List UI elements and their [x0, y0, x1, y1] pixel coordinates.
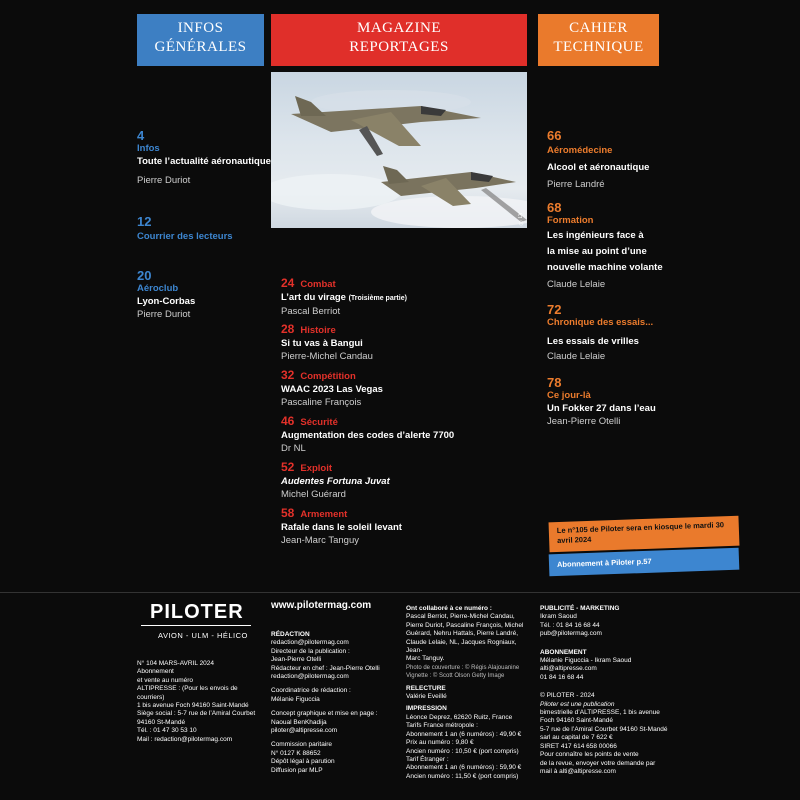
- masthead-line: Coordinatrice de rédaction :: [271, 687, 351, 695]
- section-header-cahier: [538, 14, 659, 66]
- masthead-heading: IMPRESSION: [406, 705, 447, 713]
- masthead-line: 1 bis avenue Foch 94160 Saint-Mandé: [137, 702, 249, 710]
- piloter-logo: PILOTER: [150, 601, 244, 623]
- rubric: Infos: [137, 143, 160, 154]
- logo-subtitle: AVION - ULM - HÉLICO: [158, 631, 248, 640]
- masthead-line: Ancien numéro : 11,50 € (port compris): [406, 772, 519, 780]
- page-number: 78: [547, 375, 562, 390]
- masthead-line: Mail : redaction@pilotermag.com: [137, 735, 233, 743]
- article-title-note: (Troisième partie): [348, 295, 407, 302]
- rubric: Exploit: [300, 463, 333, 474]
- article-author: Pascaline François: [281, 397, 362, 408]
- toc-entry-66[interactable]: [547, 128, 649, 191]
- website-link[interactable]: www.pilotermag.com: [271, 600, 372, 611]
- toc-entry-12[interactable]: [137, 214, 233, 243]
- masthead-line: piloter@altipresse.com: [271, 727, 338, 735]
- masthead-line: Ikram Saoud: [540, 613, 577, 621]
- masthead-line: Rédacteur en chef : Jean-Pierre Otelli: [271, 664, 380, 672]
- article-author: Pascal Berriot: [281, 306, 341, 317]
- page-number: 20: [137, 268, 152, 283]
- section-header-infos: [137, 14, 264, 66]
- masthead-line: sarl au capital de 7 622 €: [540, 734, 613, 742]
- masthead-line: pub@pilotermag.com: [540, 630, 602, 638]
- article-author: Pierre Duriot: [137, 175, 191, 186]
- rubric: Armement: [300, 509, 348, 520]
- cover-illustration: [271, 72, 527, 228]
- page-number: 28: [281, 322, 295, 336]
- toc-entry-24[interactable]: [281, 276, 407, 318]
- page-number: 72: [547, 302, 562, 317]
- masthead-heading: RELECTURE: [406, 684, 446, 692]
- page-number: 32: [281, 368, 295, 382]
- article-author: Jean-Marc Tanguy: [281, 535, 359, 546]
- article-title: Augmentation des codes d’alerte 7700: [281, 430, 455, 441]
- page-number: 46: [281, 414, 295, 428]
- masthead-line: Ancien numéro : 10,50 € (port compris): [406, 747, 519, 755]
- masthead-line: © PILOTER - 2024: [540, 692, 595, 700]
- masthead-line: N° 104 MARS-AVRIL 2024: [137, 660, 215, 667]
- article-author: Pierre-Michel Candau: [281, 351, 373, 362]
- article-author: Dr NL: [281, 443, 306, 454]
- article-title: Audentes Fortuna Juvat: [281, 476, 390, 487]
- masthead-line: Jean-Pierre Otelli: [271, 656, 322, 664]
- masthead-line: et vente au numéro: [137, 676, 194, 684]
- next-issue-banner: Le n°105 de Piloter sera en kiosque le mardi 30 avril 2024: [549, 516, 740, 553]
- masthead-contributors: [406, 605, 534, 781]
- article-title: Un Fokker 27 dans l’eau: [547, 403, 656, 414]
- masthead-line: Tarifs France métropole :: [406, 722, 478, 730]
- toc-entry-20[interactable]: [137, 268, 195, 321]
- masthead-line: N° 0127 K 88652: [271, 749, 321, 757]
- page-number: 58: [281, 506, 295, 520]
- page-number: 66: [547, 128, 562, 143]
- toc-entry-32[interactable]: [281, 368, 383, 409]
- masthead-line: Guérard, Nehru Hattals, Pierre Landré,: [406, 630, 518, 638]
- masthead-line: de la revue, envoyer votre demande par: [540, 759, 656, 767]
- article-author: Jean-Pierre Otelli: [547, 416, 621, 427]
- cover-credit: ©Dr: [518, 212, 524, 225]
- masthead-line: Abonnement 1 an (6 numéros) : 59,90 €: [406, 764, 522, 772]
- article-author: Claude Lelaie: [547, 351, 606, 362]
- masthead-line: Dépôt légal à parution: [271, 758, 335, 766]
- page-number: 68: [547, 200, 562, 215]
- rubric: Combat: [300, 279, 336, 290]
- masthead-line: 5-7 rue de l’Amiral Courbet 94160 St-Mandé: [540, 725, 668, 733]
- masthead-line: Mélanie Figuccia: [271, 695, 320, 703]
- masthead-line: mail à alti@altipresse.com: [540, 767, 616, 775]
- masthead-line: Tarif Étranger :: [406, 755, 449, 763]
- section-header-line: TECHNIQUE: [553, 39, 644, 55]
- article-title: Lyon-Corbas: [137, 296, 196, 307]
- masthead-line: SIRET 417 614 658 00066: [540, 742, 617, 750]
- section-header-magazine: [271, 14, 527, 66]
- article-title: Les essais de vrilles: [547, 336, 639, 347]
- toc-entry-68[interactable]: [547, 200, 663, 291]
- masthead-line: Abonnement: [137, 668, 174, 676]
- masthead-line: ALTIPRESSE : (Pour les envois de courriers): [137, 685, 238, 701]
- article-title-line: nouvelle machine volante: [547, 262, 663, 273]
- rubric: Compétition: [300, 371, 356, 382]
- masthead-line: Foch 94160 Saint-Mandé: [540, 717, 613, 725]
- masthead-line: Valérie Eveillé: [406, 693, 447, 701]
- masthead-line: Claude Lelaie, NL, Jacques Rogniaux, Jean-: [406, 638, 517, 655]
- masthead-line: Siège social : 5-7 rue de l’Amiral Courbet: [137, 710, 256, 718]
- masthead-heading: PUBLICITÉ - MARKETING: [540, 605, 620, 612]
- rubric: Aéroclub: [137, 283, 179, 294]
- rubric: Courrier des lecteurs: [137, 231, 233, 242]
- masthead-marketing: [540, 605, 685, 776]
- article-author: Pierre Landré: [547, 179, 605, 190]
- toc-entry-4[interactable]: [137, 128, 271, 187]
- masthead-line: Marc Tanguy.: [406, 655, 445, 663]
- masthead-line: 01 84 16 68 44: [540, 673, 584, 681]
- masthead-heading: RÉDACTION: [271, 631, 310, 638]
- masthead-line: redaction@pilotermag.com: [271, 673, 349, 681]
- masthead-redaction: [271, 631, 401, 775]
- masthead-line: Naoual BenKhadija: [271, 718, 327, 726]
- masthead-heading: ABONNEMENT: [540, 648, 587, 656]
- masthead-line: Pierre Duriot, Pascaline François, Michel: [406, 621, 524, 629]
- masthead-line: Directeur de la publication :: [271, 647, 350, 655]
- page-number: 12: [137, 214, 152, 229]
- article-title: Rafale dans le soleil levant: [281, 522, 402, 533]
- masthead-line: Photo de couverture : © Régis Alajouanine: [406, 664, 520, 671]
- masthead-heading: Ont collaboré à ce numéro :: [406, 605, 492, 612]
- section-header-line: INFOS: [177, 20, 224, 36]
- masthead-line: Prix au numéro : 9,80 €: [406, 739, 474, 747]
- masthead-line: Mélanie Figuccia - Ikram Saoud: [540, 657, 632, 665]
- masthead-line: Pour connaître les points de vente: [540, 751, 639, 759]
- toc-entry-58[interactable]: [281, 506, 402, 547]
- masthead-line: Concept graphique et mise en page :: [271, 710, 378, 718]
- subscription-banner[interactable]: Abonnement à Piloter p.57: [549, 548, 740, 577]
- masthead-line: Abonnement 1 an (6 numéros) : 49,90 €: [406, 730, 522, 738]
- rubric: Histoire: [300, 325, 336, 336]
- masthead-line: redaction@pilotermag.com: [271, 639, 349, 647]
- rubric: Sécurité: [300, 417, 338, 428]
- article-title: Alcool et aéronautique: [547, 162, 650, 173]
- article-author: Claude Lelaie: [547, 279, 606, 290]
- rubric: Chronique des essais...: [547, 317, 654, 328]
- fighter-jets-painting: [271, 72, 527, 228]
- article-title: Toute l’actualité aéronautique: [137, 156, 271, 167]
- toc-entry-72[interactable]: [547, 302, 653, 363]
- section-header-line: CAHIER: [569, 20, 628, 36]
- logo-divider: [141, 625, 251, 626]
- section-header-line: GÉNÉRALES: [154, 39, 247, 55]
- page-number: 52: [281, 460, 295, 474]
- article-title: L’art du virage: [281, 292, 346, 303]
- article-title: Si tu vas à Bangui: [281, 338, 363, 349]
- masthead-line: Commission paritaire: [271, 741, 333, 749]
- article-author: Michel Guérard: [281, 489, 346, 500]
- page-number: 4: [137, 128, 145, 143]
- rubric: Ce jour-là: [547, 390, 591, 401]
- article-title-line: Les ingénieurs face à: [547, 230, 644, 241]
- masthead-line: bimestrielle d’ALTIPRESSE, 1 bis avenue: [540, 709, 660, 717]
- page-number: 24: [281, 276, 295, 290]
- article-title-line: la mise au point d’une: [547, 246, 647, 257]
- article-title: WAAC 2023 Las Vegas: [281, 384, 383, 395]
- section-header-line: MAGAZINE: [357, 20, 441, 36]
- masthead-line: Diffusion par MLP: [271, 766, 323, 774]
- rubric: Formation: [547, 215, 594, 226]
- masthead-line: Vignette : © Scott Olson Getty Image: [406, 673, 505, 680]
- masthead-line: alti@altipresse.com: [540, 665, 597, 673]
- toc-entry-78[interactable]: [547, 375, 656, 428]
- masthead-line: 94160 St-Mandé: [137, 718, 186, 726]
- masthead-line: Léonce Deprez, 62620 Ruitz, France: [406, 713, 513, 721]
- section-header-line: REPORTAGES: [349, 39, 449, 55]
- masthead-line: Tél. : 01 47 30 53 10: [137, 727, 197, 735]
- toc-entry-52[interactable]: [281, 460, 390, 501]
- masthead-issue-info: [137, 660, 262, 744]
- rubric: Aéromédecine: [547, 145, 613, 156]
- toc-entry-46[interactable]: [281, 414, 454, 455]
- masthead-line: Pascal Berriot, Pierre-Michel Candau,: [406, 613, 515, 621]
- masthead-line: Tél. : 01 84 16 68 44: [540, 621, 600, 629]
- toc-entry-28[interactable]: [281, 322, 373, 363]
- masthead-line: Piloter est une publication: [540, 700, 615, 708]
- article-author: Pierre Duriot: [137, 309, 191, 320]
